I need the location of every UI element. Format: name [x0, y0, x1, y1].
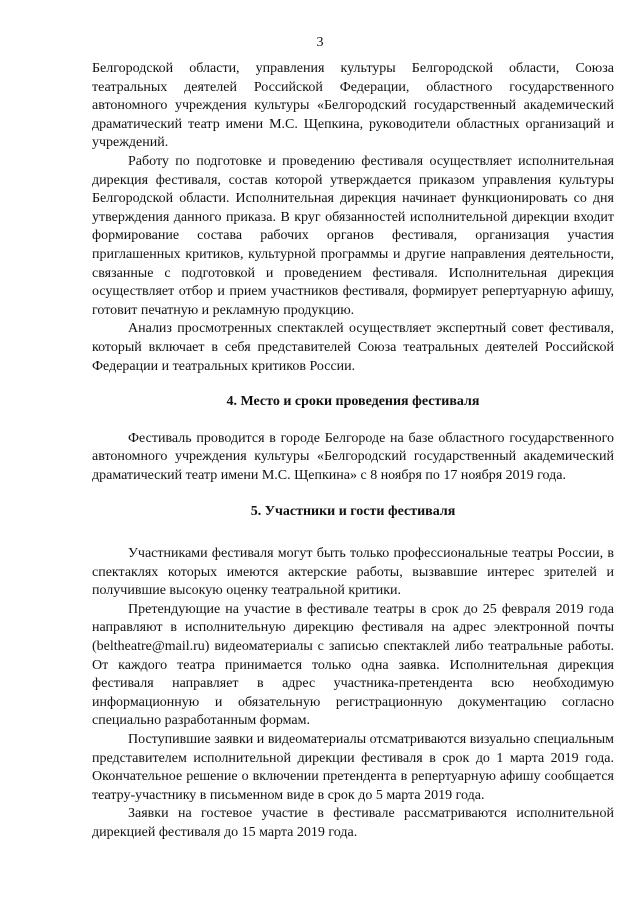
section-5-heading: 5. Участники и гости фестиваля: [250, 504, 456, 520]
section-5-paragraph-guests: Заявки на гостевое участие в фестивале рассматриваются исполнительной дирекцией фестиваля до 15 марта 2019 года.: [92, 806, 614, 840]
paragraph-continuation: Белгородской области, управления культуры Белгородской области, Союза театральных деятелей Российской Федерации, областного государственного автономного учреждения культуры «Белгородский государственный академический драматический театр имени М.С. Щепкина, руководители областных организаций и учреждений.: [92, 61, 614, 151]
section-4-paragraph: Фестиваль проводится в городе Белгороде на базе областного государственного автономного учреждения культуры «Белгородский государственный академический драматический театр имени М.С. Щепкина» с 8 ноября по 17 ноября 2019 года.: [92, 430, 614, 483]
section-5-paragraph-review: Поступившие заявки и видеоматериалы отсматриваются визуально специальным представителем исполнительной дирекции фестиваля в срок до 1 марта 2019 года. Окончательное решение о включении претендента в репертуарную афишу сообщается театру-участнику в письменном виде в срок до 5 марта 2019 года.: [92, 732, 614, 803]
document-body: [92, 60, 614, 843]
page-number: 3: [316, 35, 324, 50]
section-4-heading: 4. Место и сроки проведения фестиваля: [226, 394, 480, 410]
paragraph-expert-council: Анализ просмотренных спектаклей осуществляет экспертный совет фестиваля, который включает в себя представителей Союза театральных деятелей Российской Федерации и театральных критиков России.: [92, 321, 614, 374]
paragraph-executive-directorate: Работу по подготовке и проведению фестиваля осуществляет исполнительная дирекция фестиваля, состав которой утверждается приказом управления культуры Белгородской области. Исполнительная дирекция начинает функционировать со дня утверждения данного приказа. В круг обязанностей исполнительной дирекции входит формирование состава рабочих органов фестиваля, организация участия приглашенных критиков, культурной программы и другие направления деятельности, связанные с подготовкой и проведением фестиваля. Исполнительная дирекция осуществляет отбор и прием участников фестиваля, формирует репертуарную афишу, готовит печатную и рекламную продукцию.: [92, 153, 614, 318]
section-5-paragraph-applications: Претендующие на участие в фестивале театры в срок до 25 февраля 2019 года направляют в исполнительную дирекцию фестиваля на адрес электронной почты (beltheatre@mail.ru) видеоматериалы с записью спектаклей либо театральные работы. От каждого театра принимается только одна заявка. Исполнительная дирекция фестиваля направляет в адрес участника-претендента всю необходимую информационную и обязательную регистрационную документацию согласно специально разработанным формам.: [92, 601, 614, 729]
section-5-paragraph-participants: Участниками фестиваля могут быть только профессиональные театры России, в спектаклях которых имеются актерские работы, вызвавшие интерес зрителей и получившие высокую оценку театральной критики.: [92, 546, 614, 599]
